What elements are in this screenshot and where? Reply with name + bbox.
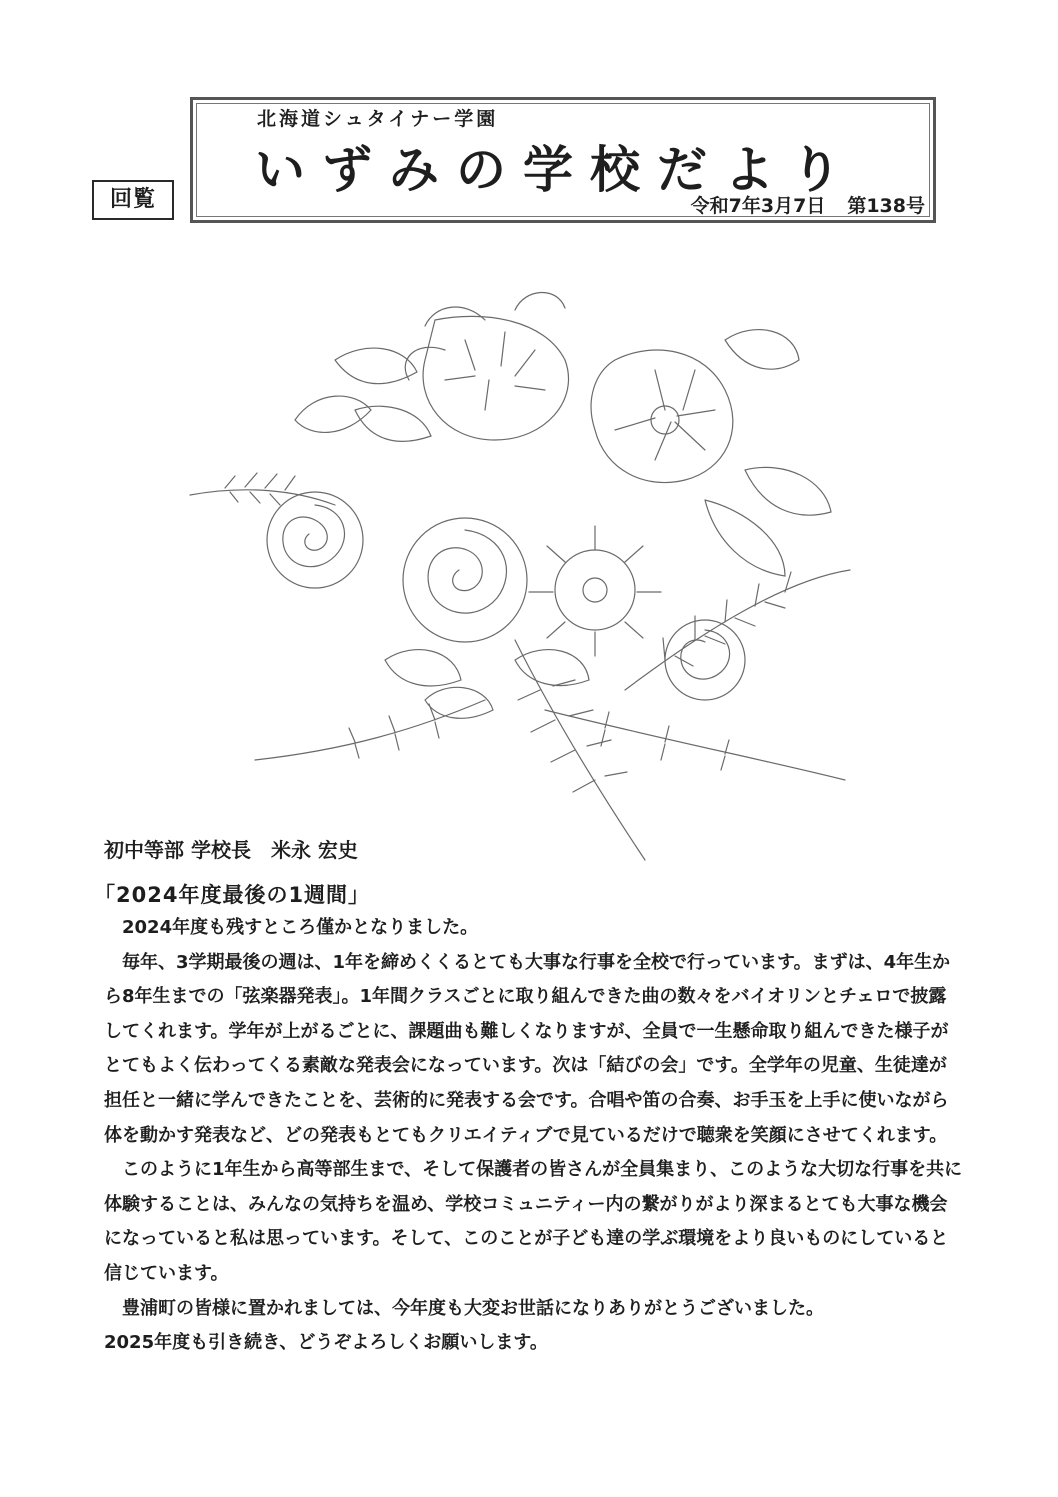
circulation-stamp: 回覧: [92, 180, 174, 220]
issue-date: 令和7年3月7日: [690, 195, 826, 217]
article-body: [104, 911, 964, 1361]
newsletter-title: いずみの学校だより: [255, 141, 858, 199]
fern-leaf-right: [625, 570, 850, 690]
paragraph: 2025年度も引き続き、どうぞよろしくお願いします。: [104, 1332, 548, 1354]
paragraph: 2024年度も残すところ僅かとなりました。: [122, 917, 479, 938]
paragraph: 毎年、3学期最後の週は、1年を締めくくるとても大事な行事を全校で行っています。まずは、4年生から8年生までの「弦楽器発表」。1年間クラスごとに取り組んできた曲の数々をバイオリンとチェロで披露してくれます。学年が上がるごとに、課題曲も難しくなりますが、全員で一生懸命取り組んできた様子がとてもよく伝わってくる素敵な発表会になっています。次は「結びの会」です。全学年の児童、生徒達が担任と一緒に学んできたことを、芸術的に発表する会です。合唱や笛の合奏、お手玉を上手に使いながら体を動かす発表など、どの発表もとてもクリエイティブで見ているだけで聴衆を笑顔にさせてくれます。: [104, 951, 951, 1146]
rose-flower-left: [267, 492, 363, 588]
school-name: 北海道シュタイナー学園: [257, 108, 499, 130]
chrysanthemum-flower-top: [405, 292, 568, 440]
article: [94, 834, 964, 1361]
leaf-cluster-upper-left: [295, 348, 431, 441]
fern-leaf-left: [190, 473, 335, 505]
article-heading: 「2024年度最後の1週間」: [94, 883, 371, 907]
fern-leaf-bottom: [255, 640, 845, 860]
dahlia-flower-right: [529, 526, 661, 656]
issue-number: 第138号: [847, 195, 925, 217]
author-line: 初中等部 学校長 米永 宏史: [104, 838, 358, 862]
paragraph: このように1年生から高等部生まで、そして保護者の皆さんが全員集まり、このような大切な行事を共に体験することは、みんなの気持ちを温め、学校コミュニティー内の繋がりがより深まるとても大事な機会になっていると私は思っています。そして、このことが子ども達の学ぶ環境をより良いものにしていると信じています。: [104, 1159, 963, 1284]
flower-bouquet-icon: [185, 280, 865, 870]
rose-flower-lower-right: [665, 620, 745, 700]
masthead: [190, 97, 936, 223]
paragraph: 豊浦町の皆様に置かれましては、今年度も大変お世話になりありがとうございました。: [122, 1297, 824, 1319]
issue-line: [691, 191, 925, 218]
rose-flower-center: [403, 518, 527, 642]
daisy-flower-top-right: [591, 350, 733, 483]
